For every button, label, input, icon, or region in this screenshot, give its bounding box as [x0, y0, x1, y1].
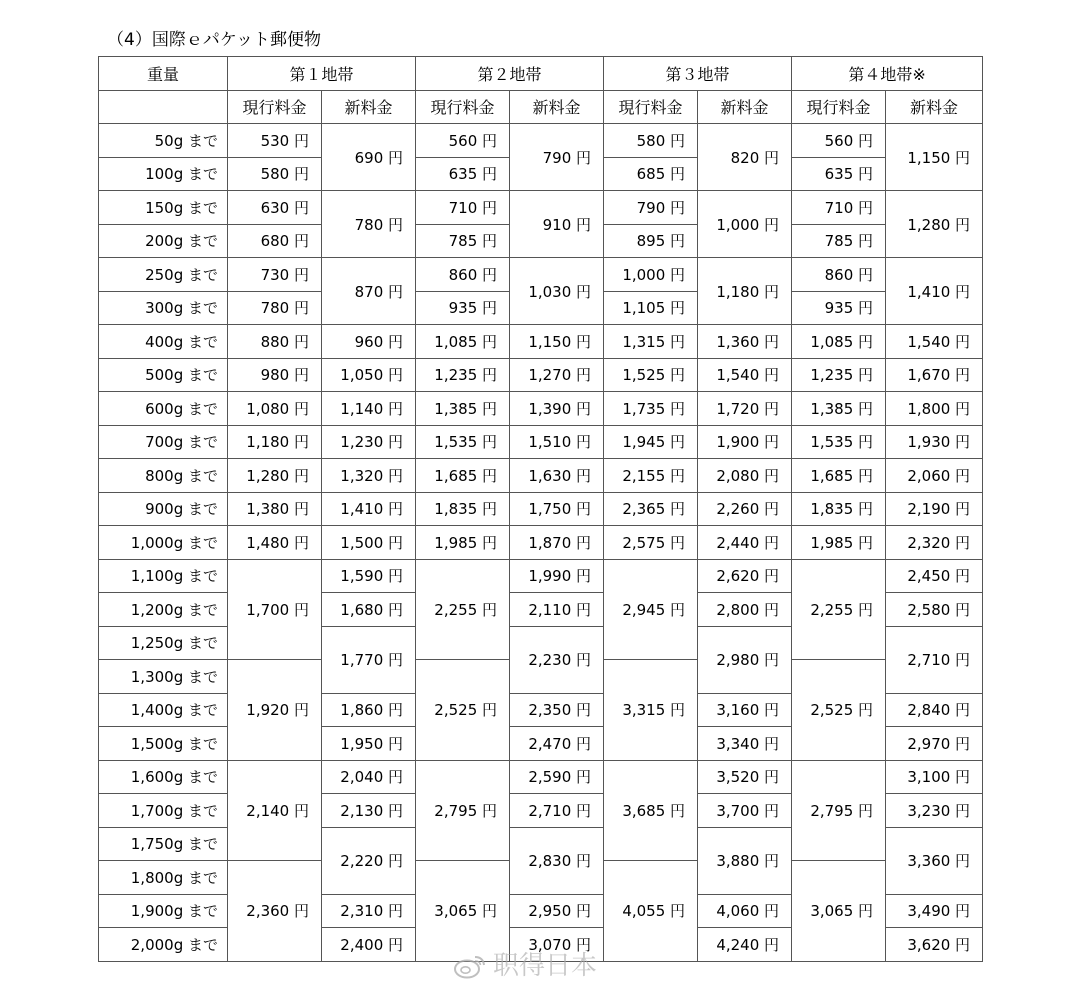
zone-4-current-fee-cell: 635 円 — [792, 157, 886, 191]
zone-3-current-fee-cell: 895 円 — [604, 224, 698, 258]
zone-1-current-fee-cell: 980 円 — [228, 358, 322, 392]
rate-table-body — [99, 124, 983, 962]
zone-4-current-fee-cell: 1,535 円 — [792, 425, 886, 459]
rate-table — [98, 56, 983, 962]
zone-2-current-fee-cell: 785 円 — [416, 224, 510, 258]
zone-2-header: 第２地帯 — [416, 57, 604, 91]
zone-3-new-fee-cell: 3,160 円 — [698, 693, 792, 727]
zone-4-new-fee-cell: 3,360 円 — [886, 827, 983, 894]
table-row — [99, 760, 983, 794]
weight-cell: 1,250g まで — [99, 626, 228, 660]
zone-3-current-fee-cell: 1,525 円 — [604, 358, 698, 392]
table-row — [99, 325, 983, 359]
zone-3-current-header: 現行料金 — [604, 90, 698, 124]
weight-cell: 1,750g まで — [99, 827, 228, 861]
zone-1-current-fee-cell: 1,700 円 — [228, 559, 322, 660]
zone-3-new-fee-cell: 2,800 円 — [698, 593, 792, 627]
zone-3-new-fee-cell: 1,540 円 — [698, 358, 792, 392]
table-row — [99, 358, 983, 392]
zone-1-current-fee-cell: 880 円 — [228, 325, 322, 359]
zone-2-new-fee-cell: 1,030 円 — [510, 258, 604, 325]
zone-3-new-fee-cell: 820 円 — [698, 124, 792, 191]
zone-4-current-fee-cell: 1,235 円 — [792, 358, 886, 392]
zone-2-current-fee-cell: 1,385 円 — [416, 392, 510, 426]
watermark — [453, 950, 597, 982]
zone-1-new-fee-cell: 870 円 — [322, 258, 416, 325]
zone-4-new-fee-cell: 2,060 円 — [886, 459, 983, 493]
zone-1-new-fee-cell: 960 円 — [322, 325, 416, 359]
zone-1-current-fee-cell: 1,380 円 — [228, 492, 322, 526]
weight-cell: 1,700g まで — [99, 794, 228, 828]
zone-1-current-fee-cell: 630 円 — [228, 191, 322, 225]
zone-1-current-fee-cell: 580 円 — [228, 157, 322, 191]
zone-1-current-fee-cell: 1,280 円 — [228, 459, 322, 493]
zone-4-current-fee-cell: 935 円 — [792, 291, 886, 325]
zone-4-new-fee-cell: 1,670 円 — [886, 358, 983, 392]
table-row — [99, 392, 983, 426]
zone-1-current-fee-cell: 2,140 円 — [228, 760, 322, 861]
zone-2-current-fee-cell: 1,535 円 — [416, 425, 510, 459]
weight-cell: 400g まで — [99, 325, 228, 359]
zone-4-new-fee-cell: 2,320 円 — [886, 526, 983, 560]
zone-2-new-fee-cell: 1,990 円 — [510, 559, 604, 593]
zone-2-current-fee-cell: 860 円 — [416, 258, 510, 292]
zone-4-new-fee-cell: 2,710 円 — [886, 626, 983, 693]
zone-1-new-fee-cell: 1,500 円 — [322, 526, 416, 560]
zone-4-new-fee-cell: 2,450 円 — [886, 559, 983, 593]
weight-header: 重量 — [99, 57, 228, 91]
zone-2-new-fee-cell: 2,710 円 — [510, 794, 604, 828]
zone-1-new-fee-cell: 2,130 円 — [322, 794, 416, 828]
zone-1-new-fee-cell: 2,310 円 — [322, 894, 416, 928]
table-row — [99, 258, 983, 292]
zone-4-new-fee-cell: 3,490 円 — [886, 894, 983, 928]
header-row-fees — [99, 90, 983, 124]
weight-cell: 1,500g まで — [99, 727, 228, 761]
zone-4-header: 第４地帯※ — [792, 57, 983, 91]
zone-2-new-fee-cell: 1,390 円 — [510, 392, 604, 426]
zone-1-new-fee-cell: 1,950 円 — [322, 727, 416, 761]
weight-cell: 250g まで — [99, 258, 228, 292]
weight-cell: 150g まで — [99, 191, 228, 225]
zone-2-current-fee-cell: 1,685 円 — [416, 459, 510, 493]
zone-3-new-fee-cell: 2,080 円 — [698, 459, 792, 493]
zone-3-current-fee-cell: 2,945 円 — [604, 559, 698, 660]
zone-4-current-fee-cell: 2,525 円 — [792, 660, 886, 761]
zone-4-current-fee-cell: 785 円 — [792, 224, 886, 258]
zone-2-new-fee-cell: 2,230 円 — [510, 626, 604, 693]
zone-4-current-fee-cell: 710 円 — [792, 191, 886, 225]
zone-4-new-fee-cell: 2,840 円 — [886, 693, 983, 727]
zone-2-new-fee-cell: 2,110 円 — [510, 593, 604, 627]
zone-2-new-fee-cell: 2,590 円 — [510, 760, 604, 794]
zone-4-new-fee-cell: 1,930 円 — [886, 425, 983, 459]
zone-4-new-fee-cell: 2,580 円 — [886, 593, 983, 627]
weight-cell: 1,800g まで — [99, 861, 228, 895]
zone-1-current-fee-cell: 530 円 — [228, 124, 322, 158]
zone-1-new-fee-cell: 690 円 — [322, 124, 416, 191]
weight-cell: 800g まで — [99, 459, 228, 493]
page-title: （4）国際ｅパケット郵便物 — [107, 30, 321, 50]
zone-4-current-fee-cell: 3,065 円 — [792, 861, 886, 962]
zone-3-new-fee-cell: 1,900 円 — [698, 425, 792, 459]
weight-cell: 1,000g まで — [99, 526, 228, 560]
zone-4-new-fee-cell: 1,280 円 — [886, 191, 983, 258]
zone-3-header: 第３地帯 — [604, 57, 792, 91]
zone-2-new-fee-cell: 2,950 円 — [510, 894, 604, 928]
zone-2-current-fee-cell: 710 円 — [416, 191, 510, 225]
zone-1-current-fee-cell: 1,480 円 — [228, 526, 322, 560]
zone-1-new-fee-cell: 1,770 円 — [322, 626, 416, 693]
zone-4-new-fee-cell: 1,150 円 — [886, 124, 983, 191]
zone-4-new-fee-cell: 2,970 円 — [886, 727, 983, 761]
zone-1-new-fee-cell: 1,320 円 — [322, 459, 416, 493]
zone-1-current-fee-cell: 2,360 円 — [228, 861, 322, 962]
zone-3-current-fee-cell: 3,315 円 — [604, 660, 698, 761]
zone-2-new-fee-cell: 1,150 円 — [510, 325, 604, 359]
zone-4-current-fee-cell: 860 円 — [792, 258, 886, 292]
watermark-text: 职得日本 — [493, 951, 598, 981]
zone-4-new-header: 新料金 — [886, 90, 983, 124]
zone-1-new-fee-cell: 1,410 円 — [322, 492, 416, 526]
weight-cell: 1,900g まで — [99, 894, 228, 928]
zone-2-current-fee-cell: 635 円 — [416, 157, 510, 191]
zone-1-current-fee-cell: 1,920 円 — [228, 660, 322, 761]
zone-3-new-header: 新料金 — [698, 90, 792, 124]
zone-1-new-fee-cell: 1,050 円 — [322, 358, 416, 392]
zone-2-current-fee-cell: 935 円 — [416, 291, 510, 325]
zone-2-new-fee-cell: 2,830 円 — [510, 827, 604, 894]
zone-2-current-fee-cell: 1,235 円 — [416, 358, 510, 392]
table-row — [99, 124, 983, 158]
zone-2-new-fee-cell: 1,870 円 — [510, 526, 604, 560]
zone-2-current-fee-cell: 2,255 円 — [416, 559, 510, 660]
zone-3-current-fee-cell: 1,000 円 — [604, 258, 698, 292]
zone-2-new-fee-cell: 2,350 円 — [510, 693, 604, 727]
weight-cell: 1,200g まで — [99, 593, 228, 627]
zone-3-current-fee-cell: 2,155 円 — [604, 459, 698, 493]
zone-3-current-fee-cell: 790 円 — [604, 191, 698, 225]
zone-2-current-fee-cell: 560 円 — [416, 124, 510, 158]
zone-3-new-fee-cell: 1,360 円 — [698, 325, 792, 359]
zone-2-current-fee-cell: 2,525 円 — [416, 660, 510, 761]
zone-2-current-fee-cell: 1,085 円 — [416, 325, 510, 359]
zone-1-new-fee-cell: 2,220 円 — [322, 827, 416, 894]
zone-4-current-fee-cell: 1,835 円 — [792, 492, 886, 526]
table-row — [99, 191, 983, 225]
zone-4-current-fee-cell: 2,255 円 — [792, 559, 886, 660]
zone-2-current-fee-cell: 3,065 円 — [416, 861, 510, 962]
zone-3-new-fee-cell: 4,060 円 — [698, 894, 792, 928]
zone-2-current-fee-cell: 2,795 円 — [416, 760, 510, 861]
zone-2-current-header: 現行料金 — [416, 90, 510, 124]
zone-1-new-fee-cell: 1,590 円 — [322, 559, 416, 593]
zone-1-new-fee-cell: 1,140 円 — [322, 392, 416, 426]
weight-cell: 200g まで — [99, 224, 228, 258]
zone-3-new-fee-cell: 3,520 円 — [698, 760, 792, 794]
zone-3-current-fee-cell: 2,365 円 — [604, 492, 698, 526]
table-row — [99, 492, 983, 526]
zone-1-new-fee-cell: 1,680 円 — [322, 593, 416, 627]
zone-2-new-header: 新料金 — [510, 90, 604, 124]
zone-3-current-fee-cell: 580 円 — [604, 124, 698, 158]
table-row — [99, 459, 983, 493]
zone-1-current-fee-cell: 730 円 — [228, 258, 322, 292]
zone-3-new-fee-cell: 3,880 円 — [698, 827, 792, 894]
zone-3-current-fee-cell: 3,685 円 — [604, 760, 698, 861]
weight-cell: 1,100g まで — [99, 559, 228, 593]
zone-1-new-fee-cell: 2,400 円 — [322, 928, 416, 962]
zone-4-new-fee-cell: 1,540 円 — [886, 325, 983, 359]
zone-1-new-fee-cell: 780 円 — [322, 191, 416, 258]
weight-cell: 50g まで — [99, 124, 228, 158]
zone-4-new-fee-cell: 1,410 円 — [886, 258, 983, 325]
zone-1-new-fee-cell: 1,230 円 — [322, 425, 416, 459]
zone-1-header: 第１地帯 — [228, 57, 416, 91]
zone-2-current-fee-cell: 1,985 円 — [416, 526, 510, 560]
header-row-zones — [99, 57, 983, 91]
zone-2-new-fee-cell: 910 円 — [510, 191, 604, 258]
weight-cell: 600g まで — [99, 392, 228, 426]
zone-4-new-fee-cell: 3,100 円 — [886, 760, 983, 794]
zone-2-new-fee-cell: 1,630 円 — [510, 459, 604, 493]
zone-3-new-fee-cell: 1,000 円 — [698, 191, 792, 258]
zone-1-new-fee-cell: 1,860 円 — [322, 693, 416, 727]
zone-3-new-fee-cell: 1,720 円 — [698, 392, 792, 426]
zone-1-current-fee-cell: 1,180 円 — [228, 425, 322, 459]
zone-3-new-fee-cell: 2,440 円 — [698, 526, 792, 560]
zone-3-current-fee-cell: 1,105 円 — [604, 291, 698, 325]
zone-2-new-fee-cell: 2,470 円 — [510, 727, 604, 761]
zone-3-new-fee-cell: 3,700 円 — [698, 794, 792, 828]
zone-4-current-fee-cell: 1,985 円 — [792, 526, 886, 560]
zone-1-new-fee-cell: 2,040 円 — [322, 760, 416, 794]
weight-cell: 1,600g まで — [99, 760, 228, 794]
zone-3-current-fee-cell: 1,315 円 — [604, 325, 698, 359]
zone-4-new-fee-cell: 3,620 円 — [886, 928, 983, 962]
zone-3-new-fee-cell: 2,980 円 — [698, 626, 792, 693]
zone-1-current-fee-cell: 680 円 — [228, 224, 322, 258]
weight-cell: 300g まで — [99, 291, 228, 325]
zone-4-new-fee-cell: 1,800 円 — [886, 392, 983, 426]
table-row — [99, 425, 983, 459]
zone-2-new-fee-cell: 1,510 円 — [510, 425, 604, 459]
zone-2-current-fee-cell: 1,835 円 — [416, 492, 510, 526]
weight-subheader-empty — [99, 90, 228, 124]
zone-3-new-fee-cell: 4,240 円 — [698, 928, 792, 962]
zone-2-new-fee-cell: 790 円 — [510, 124, 604, 191]
zone-4-current-fee-cell: 1,085 円 — [792, 325, 886, 359]
zone-3-current-fee-cell: 2,575 円 — [604, 526, 698, 560]
zone-1-current-fee-cell: 780 円 — [228, 291, 322, 325]
zone-3-new-fee-cell: 2,260 円 — [698, 492, 792, 526]
weight-cell: 2,000g まで — [99, 928, 228, 962]
weight-cell: 500g まで — [99, 358, 228, 392]
table-row — [99, 526, 983, 560]
zone-3-current-fee-cell: 685 円 — [604, 157, 698, 191]
zone-2-new-fee-cell: 1,270 円 — [510, 358, 604, 392]
table-row — [99, 559, 983, 593]
zone-3-current-fee-cell: 4,055 円 — [604, 861, 698, 962]
zone-1-new-header: 新料金 — [322, 90, 416, 124]
zone-4-current-fee-cell: 1,385 円 — [792, 392, 886, 426]
weibo-logo-icon — [453, 953, 487, 979]
zone-3-current-fee-cell: 1,735 円 — [604, 392, 698, 426]
zone-2-new-fee-cell: 1,750 円 — [510, 492, 604, 526]
weight-cell: 900g まで — [99, 492, 228, 526]
zone-4-current-fee-cell: 1,685 円 — [792, 459, 886, 493]
zone-4-current-fee-cell: 2,795 円 — [792, 760, 886, 861]
zone-4-new-fee-cell: 3,230 円 — [886, 794, 983, 828]
zone-1-current-fee-cell: 1,080 円 — [228, 392, 322, 426]
zone-4-new-fee-cell: 2,190 円 — [886, 492, 983, 526]
zone-4-current-fee-cell: 560 円 — [792, 124, 886, 158]
weight-cell: 100g まで — [99, 157, 228, 191]
zone-1-current-header: 現行料金 — [228, 90, 322, 124]
weight-cell: 700g まで — [99, 425, 228, 459]
weight-cell: 1,300g まで — [99, 660, 228, 694]
zone-3-new-fee-cell: 3,340 円 — [698, 727, 792, 761]
zone-4-current-header: 現行料金 — [792, 90, 886, 124]
zone-3-new-fee-cell: 2,620 円 — [698, 559, 792, 593]
zone-2-new-fee-cell: 3,070 円 — [510, 928, 604, 962]
zone-3-new-fee-cell: 1,180 円 — [698, 258, 792, 325]
zone-3-current-fee-cell: 1,945 円 — [604, 425, 698, 459]
weight-cell: 1,400g まで — [99, 693, 228, 727]
